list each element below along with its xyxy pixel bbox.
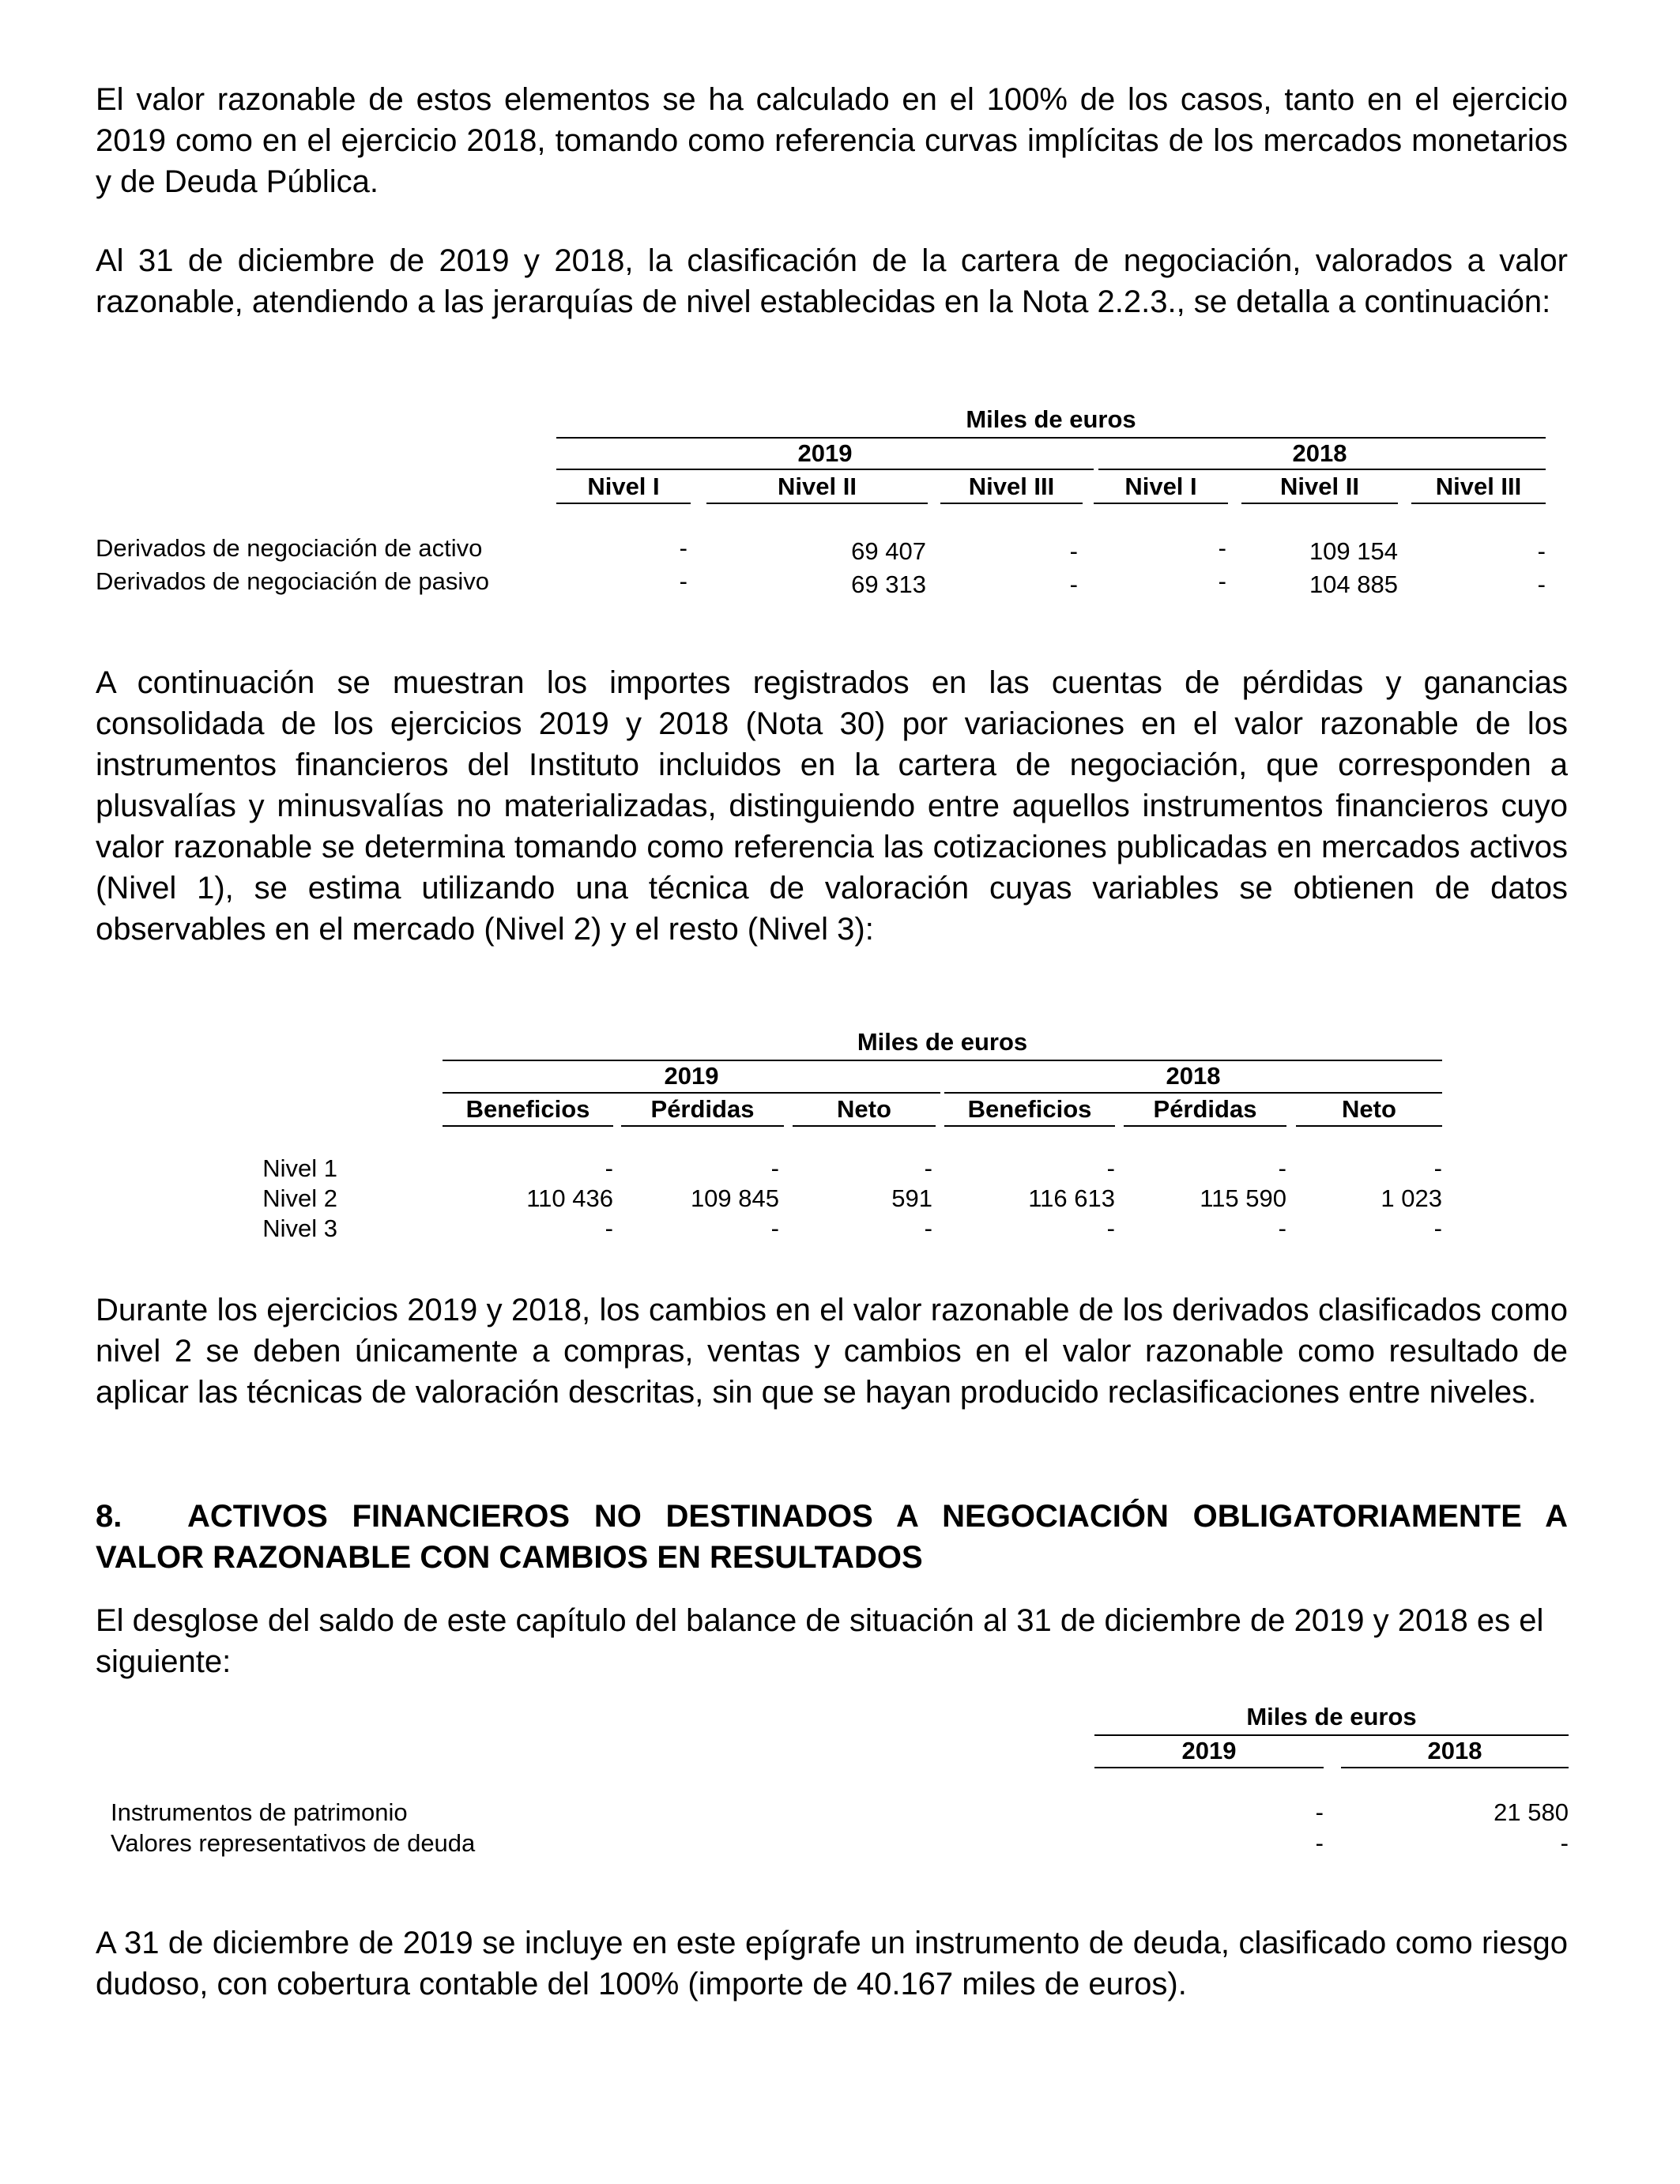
paragraph-pnl-variations: A continuación se muestran los importes registrados en las cuentas de pérdidas y ganancias consolidada de los ejercicios 2019 y 2018 (Nota 30) por variaciones en el valor razonable de los instrumentos financieros del Instituto incluidos en la cartera de negociación, que corresponden a plusvalías y minusvalías no materializadas, distinguiendo entre aquellos instrumentos financieros cuyo valor razonable se determina tomando como referencia las cotizaciones publicadas en mercados activos (Nivel 1), se estima utilizando una técnica de valoración cuyas variables se obtienen de datos observables en el mercado (Nivel 2) y el resto (Nivel 3): <box>96 665 1568 947</box>
table1-rule <box>940 503 1083 504</box>
cell-value: - <box>1106 1154 1115 1182</box>
cell-value: 1 023 <box>1381 1184 1442 1212</box>
table1-rule <box>556 437 1546 439</box>
cell-value: - <box>1106 1214 1115 1242</box>
table1-col-header: Nivel II <box>778 473 857 500</box>
table2-rule <box>1124 1125 1286 1127</box>
row-label: Nivel 1 <box>262 1154 337 1182</box>
cell-value: - <box>605 1154 613 1182</box>
cell-value: 591 <box>891 1184 932 1212</box>
cell-value: 109 154 <box>1309 537 1398 565</box>
table2-col-header: Neto <box>1342 1095 1396 1123</box>
section-heading <box>96 1496 1568 1578</box>
table1-year-2019: 2019 <box>797 439 853 467</box>
table1-col-header: Nivel I <box>587 473 660 500</box>
table2-col-header: Beneficios <box>465 1095 590 1123</box>
table1-rule <box>1241 503 1398 504</box>
paragraph-fair-value-method: El valor razonable de estos elementos se ha calculado en el 100% de los casos, tanto en el ejercicio 2019 como en el ejercicio 2018, tomando como referencia curvas implícitas de los mercados monetarios y de Deuda Pública. <box>96 82 1568 199</box>
cell-value: - <box>1315 1829 1324 1857</box>
cell-value: 110 436 <box>526 1184 613 1212</box>
table3-unit-header: Miles de euros <box>1246 1703 1417 1730</box>
cell-value: - <box>605 1214 613 1242</box>
row-label: Instrumentos de patrimonio <box>111 1798 408 1826</box>
table2-rule <box>793 1125 936 1127</box>
table1-col-header: Nivel III <box>1435 473 1522 500</box>
table2-rule <box>443 1092 940 1094</box>
table2-rule <box>944 1125 1115 1127</box>
cell-value: - <box>1278 1214 1286 1242</box>
table1-rule <box>1411 503 1546 504</box>
row-label: Derivados de negociación de activo <box>96 534 483 562</box>
table2-year-2019: 2019 <box>664 1062 719 1090</box>
table1-rule <box>1094 503 1228 504</box>
table1-rule <box>556 469 1094 470</box>
section-number: 8. <box>96 1499 122 1534</box>
cell-value: 104 885 <box>1309 570 1398 598</box>
cell-value: - <box>679 567 687 595</box>
cell-value: 109 845 <box>690 1184 779 1212</box>
row-label: Valores representativos de deuda <box>111 1829 476 1857</box>
row-label: Nivel 3 <box>262 1214 337 1242</box>
section-title: ACTIVOS FINANCIEROS NO DESTINADOS A NEGOCIACIÓN OBLIGATORIAMENTE A VALOR RAZONABLE CON CAMBIOS EN RESULTADOS <box>96 1499 1568 1575</box>
table1-year-2018: 2018 <box>1292 439 1347 467</box>
table1-col-header: Nivel II <box>1280 473 1359 500</box>
cell-value: - <box>1433 1214 1442 1242</box>
table1-col-header: Nivel III <box>968 473 1055 500</box>
cell-value: - <box>1218 534 1226 562</box>
cell-value: - <box>1069 570 1078 598</box>
row-label: Derivados de negociación de pasivo <box>96 567 490 595</box>
table2-rule <box>621 1125 784 1127</box>
table1-unit-header: Miles de euros <box>966 405 1136 433</box>
table2-rule <box>944 1092 1442 1094</box>
table1-col-header: Nivel I <box>1124 473 1197 500</box>
table2-rule <box>443 1125 613 1127</box>
paragraph-balance-breakdown: El desglose del saldo de este capítulo del balance de situación al 31 de diciembre de 2019 y 2018 es el siguiente: <box>96 1603 1544 1679</box>
table3-rule <box>1341 1767 1569 1768</box>
table2-col-header: Beneficios <box>967 1095 1092 1123</box>
table2-rule <box>1296 1125 1442 1127</box>
table2-col-header: Pérdidas <box>650 1095 755 1123</box>
paragraph-doubtful-instrument: A 31 de diciembre de 2019 se incluye en este epígrafe un instrumento de deuda, clasificado como riesgo dudoso, con cobertura contable del 100% (importe de 40.167 miles de euros). <box>96 1926 1568 2001</box>
cell-value: - <box>1315 1798 1324 1826</box>
cell-value: 69 313 <box>851 570 926 598</box>
table3-year-2019: 2019 <box>1181 1737 1237 1764</box>
cell-value: 69 407 <box>851 537 926 565</box>
cell-value: - <box>1069 537 1078 565</box>
table2-rule <box>443 1060 1442 1061</box>
cell-value: - <box>1278 1154 1286 1182</box>
table3-rule <box>1094 1767 1324 1768</box>
cell-value: - <box>1537 537 1546 565</box>
cell-value: - <box>924 1154 932 1182</box>
table1-rule <box>706 503 928 504</box>
table2-col-header: Pérdidas <box>1153 1095 1257 1123</box>
cell-value: - <box>770 1214 779 1242</box>
row-label: Nivel 2 <box>262 1184 337 1212</box>
cell-value: - <box>770 1154 779 1182</box>
paragraph-portfolio-classification: Al 31 de diciembre de 2019 y 2018, la clasificación de la cartera de negociación, valorados a valor razonable, atendiendo a las jerarquías de nivel establecidas en la Nota 2.2.3., se detalla a continuación: <box>96 243 1568 319</box>
table2-year-2018: 2018 <box>1166 1062 1221 1090</box>
cell-value: - <box>1433 1154 1442 1182</box>
cell-value: 21 580 <box>1494 1798 1569 1826</box>
table3-year-2018: 2018 <box>1427 1737 1482 1764</box>
table3-rule <box>1094 1734 1569 1736</box>
table2-unit-header: Miles de euros <box>857 1028 1028 1056</box>
cell-value: - <box>924 1214 932 1242</box>
table2-col-header: Neto <box>837 1095 891 1123</box>
cell-value: 115 590 <box>1200 1184 1286 1212</box>
paragraph-level2-changes: Durante los ejercicios 2019 y 2018, los cambios en el valor razonable de los derivados clasificados como nivel 2 se deben únicamente a compras, ventas y cambios en el valor razonable como resultado de aplicar las técnicas de valoración descritas, sin que se hayan producido reclasificaciones entre niveles. <box>96 1293 1568 1410</box>
table1-rule <box>1098 469 1546 470</box>
cell-value: - <box>1537 570 1546 598</box>
cell-value: 116 613 <box>1028 1184 1115 1212</box>
table1-rule <box>556 503 691 504</box>
cell-value: - <box>1218 567 1226 595</box>
cell-value: - <box>1560 1829 1569 1857</box>
cell-value: - <box>679 534 687 562</box>
